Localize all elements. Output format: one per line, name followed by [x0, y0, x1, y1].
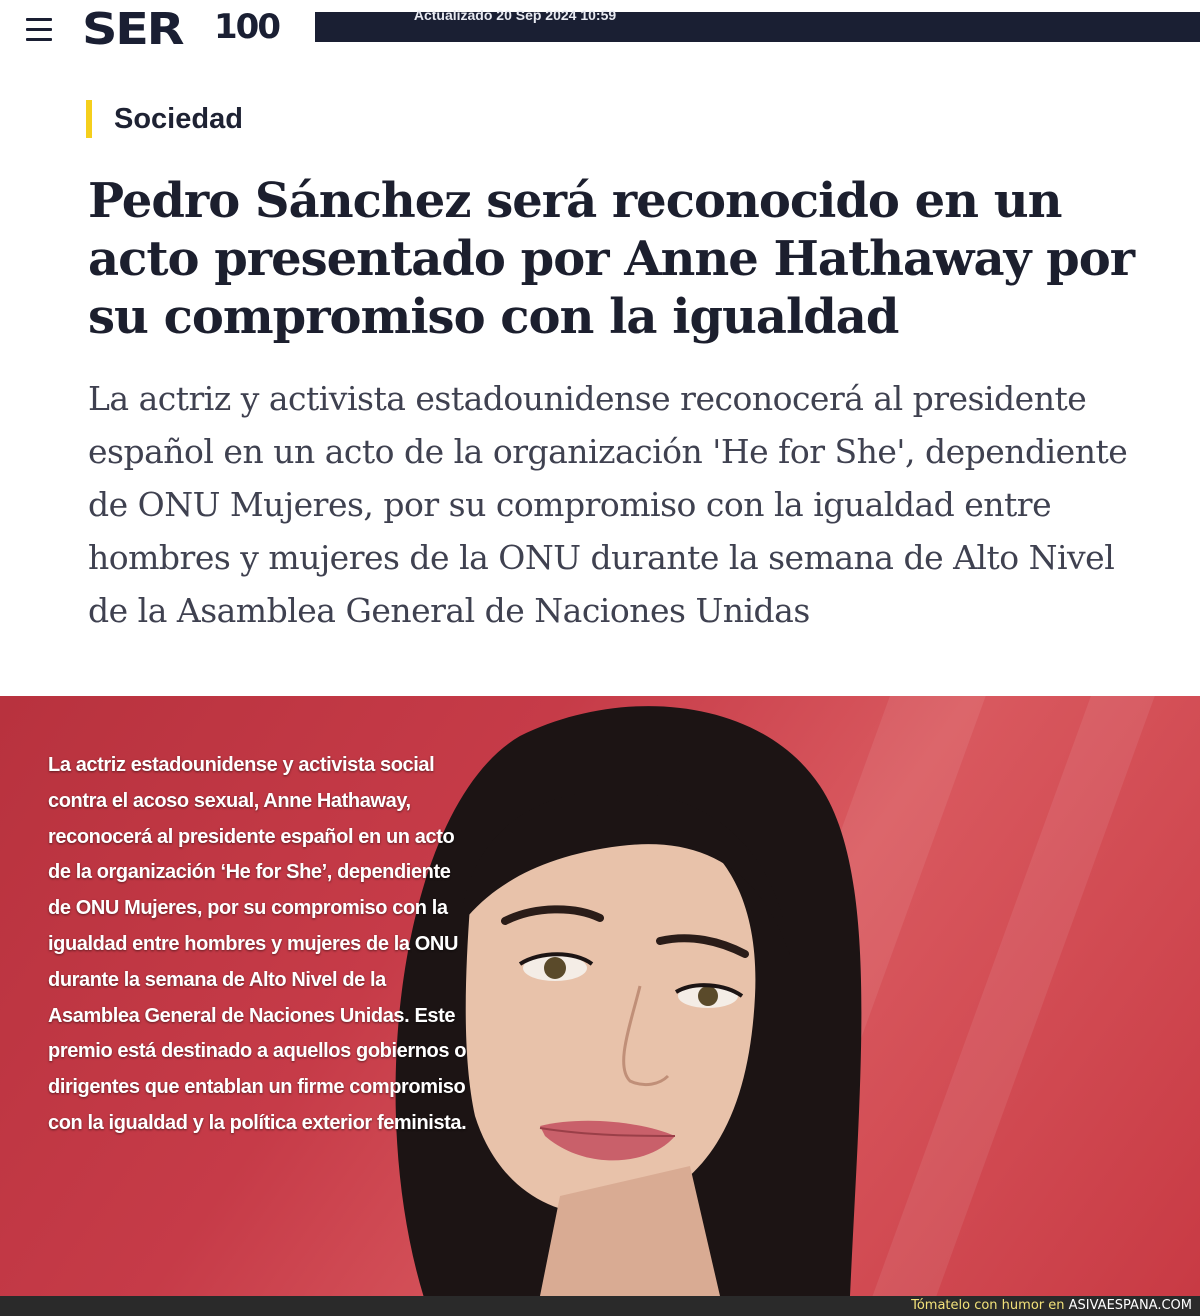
photo-caption: La actriz estadounidense y activista social contra el acoso sexual, Anne Hathaway, reconocerá al presidente español en un acto de la organización ‘He for She’, dependiente de ONU Mujeres, por su compromiso con la igualdad entre hombres y mujeres de la ONU durante la semana de Alto Nivel de la Asamblea General de Naciones Unidas. Este premio está destinado a aquellos gobiernos o dirigentes que entablan un firme compromiso con la igualdad y la política exterior feminista. [48, 754, 467, 1134]
article-headline: Pedro Sánchez será reconocido en un acto presentado por Anne Hathaway por su compromiso con la igualdad [88, 173, 1135, 345]
section-tag [86, 100, 243, 138]
footer-bar [0, 1296, 1200, 1316]
updated-bar [315, 12, 1200, 42]
site-header [0, 0, 1200, 60]
section-accent-bar [86, 100, 92, 138]
footer-site-link[interactable]: ASIVAESPANA.COM [1068, 1298, 1192, 1313]
logo-text: SER [82, 4, 183, 55]
site-logo[interactable] [82, 6, 279, 54]
updated-timestamp: Actualizado 20 Sep 2024 10:59 [413, 7, 617, 23]
footer-text [911, 1296, 1192, 1316]
article-subheadline: La actriz y activista estadounidense reconocerá al presidente español en un acto de la organización 'He for She', dependiente de ONU Mujeres, por su compromiso con la igualdad entre hombres y mujeres de la ONU durante la semana de Alto Nivel de la Asamblea General de Naciones Unidas [88, 379, 1128, 630]
menu-icon-line [26, 38, 52, 41]
menu-icon-line [26, 28, 52, 31]
menu-icon[interactable] [26, 16, 54, 42]
footer-tagline: Tómatelo con humor en [911, 1298, 1065, 1313]
section-link[interactable]: Sociedad [114, 102, 243, 135]
logo-number: 100 [214, 7, 279, 47]
menu-icon-line [26, 18, 52, 21]
